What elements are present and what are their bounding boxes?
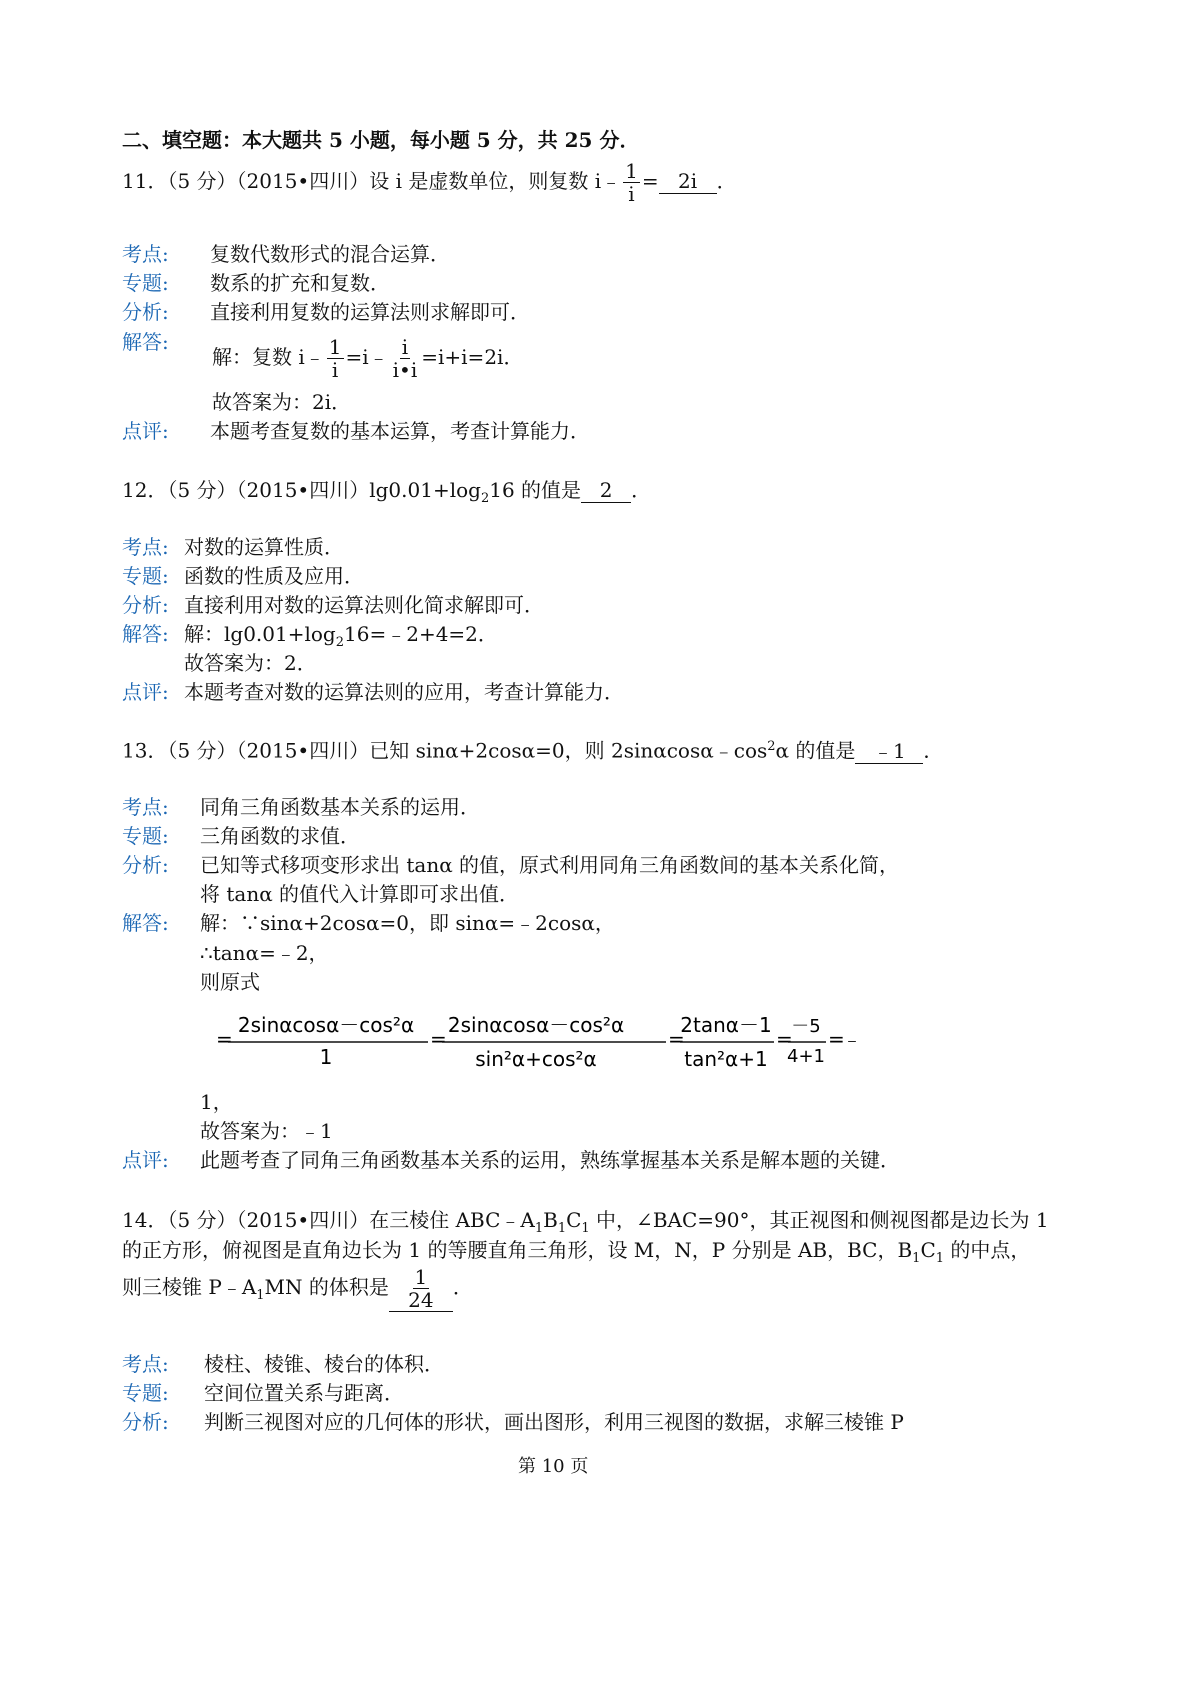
q14-l1-c: C [566, 1208, 582, 1232]
q14-l1-d: 中，∠BAC=90°，其正视图和侧视图都是边长为 1 [589, 1208, 1049, 1232]
q14-l3-b: MN 的体积是 [264, 1275, 389, 1299]
q11-sol-answer: 故答案为：2i． [212, 390, 352, 414]
q13-eq-f2-den: sin²α+cos²α [475, 1047, 597, 1071]
q11-label-dianping: 点评: [122, 419, 169, 443]
q13-eq-equals-4: = [776, 1027, 793, 1051]
q13-eq-f3-num: 2tanα－1 [680, 1013, 772, 1037]
q12-solution [184, 624, 498, 649]
q13-equation-image [216, 1002, 956, 1092]
q12-stem [122, 480, 651, 505]
q11-zhuanti: 数系的扩充和复数． [210, 271, 390, 295]
q14-kaodian: 棱柱、棱锥、棱台的体积． [204, 1352, 444, 1376]
q13-fenxi-1: 已知等式移项变形求出 tanα 的值，原式利用同角三角函数间的基本关系化简， [200, 853, 900, 877]
q14-l1-sub-c: 1 [581, 1221, 590, 1236]
q12-label-kaodian: 考点: [122, 535, 169, 559]
q13-eq-f3-den: tan²α+1 [684, 1047, 768, 1071]
q14-answer-den: 24 [408, 1288, 434, 1312]
q12-sol-answer: 故答案为：2． [184, 651, 317, 675]
q14-l3-a: 则三棱锥 P﹣A [122, 1275, 257, 1299]
q13-eq-equals-3: = [668, 1027, 685, 1051]
q12-sol-prefix: 解：lg0.01+log [184, 622, 336, 646]
q14-fenxi: 判断三视图对应的几何体的形状，画出图形，利用三视图的数据，求解三棱锥 P [204, 1410, 904, 1434]
q13-label-jieda: 解答: [122, 911, 169, 935]
q11-label-fenxi: 分析: [122, 300, 169, 324]
q13-sol-3: 则原式 [200, 970, 260, 994]
q13-sol-1: 解：∵sinα+2cosα=0，即 sinα=﹣2cosα， [200, 911, 615, 935]
q13-label-kaodian: 考点: [122, 795, 169, 819]
q12-kaodian: 对数的运算性质． [184, 535, 344, 559]
q11-sol-frac2 [391, 336, 420, 381]
q14-label-kaodian: 考点: [122, 1352, 169, 1376]
q14-l1-sub-a: 1 [534, 1221, 544, 1236]
q14-label-fenxi: 分析: [122, 1410, 169, 1434]
q13-label-zhuanti: 专题: [122, 824, 169, 848]
q11-frac-den: i [628, 182, 635, 206]
q12-fenxi: 直接利用对数的运算法则化简求解即可． [184, 593, 544, 617]
q12-label-fenxi: 分析: [122, 593, 169, 617]
q13-stem-suffix: α 的值是 [775, 738, 856, 763]
q13-answer: ﹣1 [855, 741, 923, 764]
q14-l1-a: 14．（5 分）（2015•四川）在三棱住 ABC﹣A [122, 1208, 535, 1232]
q11-end: ． [716, 169, 737, 193]
q13-kaodian: 同角三角函数基本关系的运用． [200, 795, 480, 819]
q14-l2-a: 的正方形，俯视图是直角边长为 1 的等腰直角三角形，设 M，N，P 分别是 AB，BC，B [122, 1238, 913, 1262]
q14-end: ． [452, 1275, 473, 1299]
q11-label-jieda: 解答: [122, 330, 169, 354]
q12-zhuanti: 函数的性质及应用． [184, 564, 364, 588]
q12-label-zhuanti: 专题: [122, 564, 169, 588]
q11-fenxi: 直接利用复数的运算法则求解即可． [210, 300, 530, 324]
q11-solution [212, 336, 523, 381]
q13-eq-f4-den: 4+1 [787, 1046, 825, 1067]
q11-eq: = [641, 169, 659, 193]
q14-answer-frac [406, 1266, 435, 1311]
q13-eq-equals-5: = [828, 1027, 845, 1051]
q14-l2-sub-a: 1 [912, 1251, 921, 1266]
q11-stem-text: 11．（5 分）（2015•四川）设 i 是虚数单位，则复数 i﹣ [122, 169, 622, 193]
q11-frac-num: 1 [625, 159, 638, 183]
q11-stem [122, 160, 737, 205]
q13-eq-f1-num: 2sinαcosα－cos²α [237, 1013, 415, 1037]
q13-end: ． [923, 738, 944, 763]
q13-dianping: 此题考查了同角三角函数基本关系的运用，熟练掌握基本关系是解本题的关键． [200, 1148, 900, 1172]
q11-sol-frac1-num: 1 [328, 335, 342, 359]
q14-answer-num: 1 [414, 1265, 428, 1289]
q14-l1-b: B [543, 1208, 558, 1232]
q14-l3-sub: 1 [256, 1288, 265, 1303]
q12-end: ． [631, 478, 652, 502]
q14-answer [389, 1266, 453, 1312]
q13-eq-f2-num: 2sinαcosα－cos²α [447, 1013, 625, 1037]
q13-eq-equals-1: = [216, 1027, 233, 1051]
q12-sol-sub: 2 [335, 635, 345, 650]
q11-sol-prefix: 解：复数 i﹣ [212, 345, 325, 369]
q11-label-zhuanti: 专题: [122, 271, 169, 295]
q11-sol-frac2-num: i [401, 335, 409, 359]
q11-label-kaodian: 考点: [122, 242, 169, 266]
q13-eq-f1-den: 1 [319, 1045, 333, 1069]
q14-label-zhuanti: 专题: [122, 1381, 169, 1405]
section-heading: 二、填空题：本大题共 5 小题，每小题 5 分，共 25 分． [122, 128, 640, 152]
q13-stem-text: 13．（5 分）（2015•四川）已知 sinα+2cosα=0，则 2sinαcosα﹣cos [122, 738, 768, 763]
q14-stem-line-3 [122, 1266, 473, 1312]
q12-dianping: 本题考查对数的运算法则的应用，考查计算能力． [184, 680, 624, 704]
q14-l2-c: 的中点， [944, 1238, 1031, 1262]
q13-zhuanti: 三角函数的求值． [200, 824, 360, 848]
q11-sol-mid: =i﹣ [345, 345, 389, 369]
q12-answer: 2 [581, 480, 631, 503]
q13-eq-tail: ﹣ [842, 1027, 862, 1051]
q13-fenxi-2: 将 tanα 的值代入计算即可求出值． [200, 882, 520, 906]
q11-sol-frac1-den: i [331, 358, 339, 382]
q13-eq-f4-num: －5 [791, 1016, 821, 1037]
q11-sol-frac1 [327, 336, 344, 381]
q11-answer: 2i [659, 171, 717, 194]
q11-sol-frac2-den: i•i [392, 358, 418, 382]
q13-sol-answer: 故答案为：﹣1 [200, 1119, 333, 1143]
q13-label-fenxi: 分析: [122, 853, 169, 877]
q13-eq-equals-2: = [430, 1027, 447, 1051]
q14-l1-sub-b: 1 [557, 1221, 567, 1236]
q12-label-jieda: 解答: [122, 622, 169, 646]
q14-l2-sub-b: 1 [935, 1251, 945, 1266]
q13-label-dianping: 点评: [122, 1148, 169, 1172]
q14-stem-line-2 [122, 1240, 1030, 1265]
q13-stem [122, 740, 943, 764]
q11-fraction [623, 160, 640, 205]
q12-label-dianping: 点评: [122, 680, 169, 704]
q12-sol-suffix: 16=﹣2+4=2． [344, 622, 498, 646]
q13-sol-2: ∴tanα=﹣2， [200, 941, 329, 965]
q11-sol-end: =i+i=2i． [421, 345, 524, 369]
q12-stem-sub: 2 [480, 491, 490, 506]
q12-stem-text: 12．（5 分）（2015•四川）lg0.01+log [122, 478, 481, 502]
q11-dianping: 本题考查复数的基本运算，考查计算能力． [210, 419, 590, 443]
q13-stem-sup: 2 [767, 739, 776, 754]
q14-zhuanti: 空间位置关系与距离． [204, 1381, 404, 1405]
q14-stem-line-1 [122, 1210, 1049, 1235]
q13-sol-4: 1， [200, 1090, 233, 1114]
q12-stem-suffix: 16 的值是 [489, 478, 582, 502]
page-footer: 第 10 页 [518, 1456, 589, 1477]
q11-kaodian: 复数代数形式的混合运算． [210, 242, 450, 266]
q14-l2-b: C [920, 1238, 936, 1262]
